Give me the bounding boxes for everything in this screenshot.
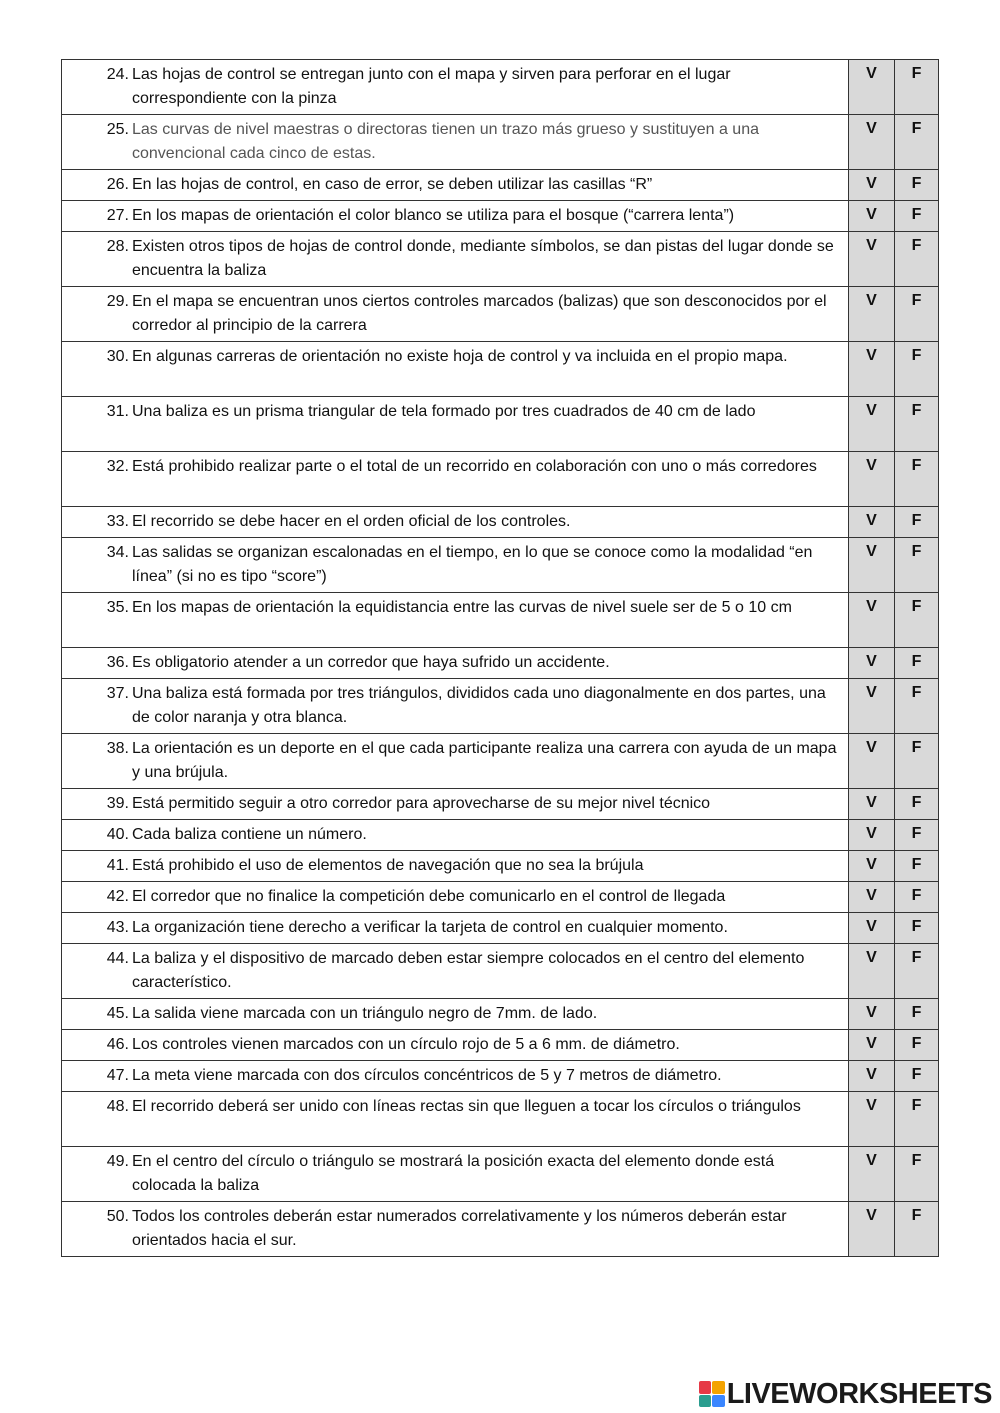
question-text: Todos los controles deberán estar numerados correlativamente y los números deberán estar orientados hacia el sur. [132, 1208, 787, 1249]
question-cell [62, 882, 849, 913]
question-cell [62, 820, 849, 851]
false-option[interactable]: F [895, 679, 939, 734]
question-row [62, 820, 939, 851]
question-cell [62, 734, 849, 789]
question-cell [62, 507, 849, 538]
liveworksheets-brand [699, 1378, 992, 1410]
question-number: 45. [106, 1005, 129, 1022]
question-cell [62, 452, 849, 507]
question-row [62, 648, 939, 679]
question-text: Las hojas de control se entregan junto con el mapa y sirven para perforar en el lugar correspondiente con la pinza [132, 66, 731, 107]
question-text: La salida viene marcada con un triángulo negro de 7mm. de lado. [132, 1005, 598, 1022]
true-option[interactable]: V [849, 170, 895, 201]
liveworksheets-logo-icon [699, 1381, 725, 1407]
true-option[interactable]: V [849, 851, 895, 882]
question-cell [62, 232, 849, 287]
question-text: Las salidas se organizan escalonadas en el tiempo, en lo que se conoce como la modalidad “en línea” (si no es tipo “score”) [132, 544, 813, 585]
brand-wordmark: LIVEWORKSHEETS [726, 1377, 992, 1410]
false-option[interactable]: F [895, 851, 939, 882]
true-option[interactable]: V [849, 507, 895, 538]
question-number: 49. [106, 1153, 129, 1170]
question-row [62, 1030, 939, 1061]
question-number: 48. [106, 1098, 129, 1115]
false-option[interactable]: F [895, 115, 939, 170]
question-text: Una baliza es un prisma triangular de tela formado por tres cuadrados de 40 cm de lado [132, 403, 756, 420]
question-cell [62, 1061, 849, 1092]
question-number: 28. [106, 238, 129, 255]
question-number: 37. [106, 685, 129, 702]
true-option[interactable]: V [849, 679, 895, 734]
question-number: 41. [106, 857, 129, 874]
true-option[interactable]: V [849, 820, 895, 851]
question-number: 38. [106, 740, 129, 757]
question-row [62, 60, 939, 115]
true-option[interactable]: V [849, 1092, 895, 1147]
true-option[interactable]: V [849, 452, 895, 507]
question-row [62, 287, 939, 342]
question-number: 39. [106, 795, 129, 812]
true-option[interactable]: V [849, 944, 895, 999]
question-number: 30. [106, 348, 129, 365]
question-row [62, 232, 939, 287]
true-option[interactable]: V [849, 397, 895, 452]
false-option[interactable]: F [895, 789, 939, 820]
question-row [62, 538, 939, 593]
question-number: 32. [106, 458, 129, 475]
true-option[interactable]: V [849, 648, 895, 679]
true-option[interactable]: V [849, 734, 895, 789]
question-text: Cada baliza contiene un número. [132, 826, 367, 843]
true-option[interactable]: V [849, 115, 895, 170]
true-option[interactable]: V [849, 882, 895, 913]
question-row [62, 1061, 939, 1092]
false-option[interactable]: F [895, 1147, 939, 1202]
question-cell [62, 944, 849, 999]
question-text: Las curvas de nivel maestras o directoras tienen un trazo más grueso y sustituyen a una convencional cada cinco de estas. [132, 121, 759, 162]
question-cell [62, 648, 849, 679]
true-option[interactable]: V [849, 1061, 895, 1092]
question-row [62, 452, 939, 507]
question-number: 40. [106, 826, 129, 843]
question-number: 27. [106, 207, 129, 224]
question-text: Existen otros tipos de hojas de control donde, mediante símbolos, se dan pistas del lugar donde se encuentra la baliza [132, 238, 834, 279]
question-text: La organización tiene derecho a verificar la tarjeta de control en cualquier momento. [132, 919, 728, 936]
question-text: Está prohibido realizar parte o el total de un recorrido en colaboración con uno o más corredores [132, 458, 817, 475]
question-cell [62, 201, 849, 232]
question-row [62, 913, 939, 944]
question-row [62, 1202, 939, 1257]
question-cell [62, 851, 849, 882]
question-row [62, 507, 939, 538]
question-text: La meta viene marcada con dos círculos concéntricos de 5 y 7 metros de diámetro. [132, 1067, 722, 1084]
false-option[interactable]: F [895, 1092, 939, 1147]
false-option[interactable]: F [895, 913, 939, 944]
question-number: 46. [106, 1036, 129, 1053]
false-option[interactable]: F [895, 944, 939, 999]
true-option[interactable]: V [849, 593, 895, 648]
false-option[interactable]: F [895, 593, 939, 648]
question-number: 25. [106, 121, 129, 138]
question-cell [62, 1202, 849, 1257]
false-option[interactable]: F [895, 201, 939, 232]
question-text: En el centro del círculo o triángulo se mostrará la posición exacta del elemento donde está colocada la baliza [132, 1153, 775, 1194]
false-option[interactable]: F [895, 452, 939, 507]
question-cell [62, 287, 849, 342]
question-row [62, 999, 939, 1030]
question-cell [62, 593, 849, 648]
true-option[interactable]: V [849, 913, 895, 944]
question-row [62, 734, 939, 789]
true-option[interactable]: V [849, 538, 895, 593]
question-number: 43. [106, 919, 129, 936]
question-cell [62, 397, 849, 452]
false-option[interactable]: F [895, 648, 939, 679]
question-number: 24. [106, 66, 129, 83]
question-number: 47. [106, 1067, 129, 1084]
true-option[interactable]: V [849, 232, 895, 287]
question-number: 35. [106, 599, 129, 616]
false-option[interactable]: F [895, 882, 939, 913]
question-number: 34. [106, 544, 129, 561]
question-row [62, 882, 939, 913]
question-text: En algunas carreras de orientación no existe hoja de control y va incluida en el propio mapa. [132, 348, 788, 365]
question-row [62, 593, 939, 648]
true-option[interactable]: V [849, 789, 895, 820]
question-row [62, 851, 939, 882]
true-false-table [61, 59, 939, 1257]
question-text: Una baliza está formada por tres triángulos, divididos cada uno diagonalmente en dos partes, una de color naranja y otra blanca. [132, 685, 826, 726]
false-option[interactable]: F [895, 1061, 939, 1092]
true-option[interactable]: V [849, 999, 895, 1030]
question-cell [62, 1147, 849, 1202]
question-text: En los mapas de orientación el color blanco se utiliza para el bosque (“carrera lenta”) [132, 207, 735, 224]
false-option[interactable]: F [895, 734, 939, 789]
true-option[interactable]: V [849, 60, 895, 115]
question-text: El recorrido deberá ser unido con líneas rectas sin que lleguen a tocar los círculos o triángulos [132, 1098, 801, 1115]
false-option[interactable]: F [895, 820, 939, 851]
false-option[interactable]: F [895, 342, 939, 397]
question-cell [62, 789, 849, 820]
false-option[interactable]: F [895, 287, 939, 342]
false-option[interactable]: F [895, 1030, 939, 1061]
question-cell [62, 60, 849, 115]
question-cell [62, 999, 849, 1030]
question-row [62, 397, 939, 452]
question-cell [62, 913, 849, 944]
question-text: En los mapas de orientación la equidistancia entre las curvas de nivel suele ser de 5 o 10 cm [132, 599, 792, 616]
false-option[interactable]: F [895, 538, 939, 593]
false-option[interactable]: F [895, 999, 939, 1030]
question-row [62, 115, 939, 170]
false-option[interactable]: F [895, 232, 939, 287]
question-text: El recorrido se debe hacer en el orden oficial de los controles. [132, 513, 571, 530]
true-option[interactable]: V [849, 201, 895, 232]
question-cell [62, 342, 849, 397]
question-cell [62, 679, 849, 734]
question-text: El corredor que no finalice la competición debe comunicarlo en el control de llegada [132, 888, 726, 905]
question-text: En el mapa se encuentran unos ciertos controles marcados (balizas) que son desconocidos por el corredor al principio de la carrera [132, 293, 827, 334]
question-number: 29. [106, 293, 129, 310]
true-option[interactable]: V [849, 1030, 895, 1061]
question-cell [62, 115, 849, 170]
question-number: 44. [106, 950, 129, 967]
question-row [62, 789, 939, 820]
question-row [62, 944, 939, 999]
true-option[interactable]: V [849, 342, 895, 397]
question-text: En las hojas de control, en caso de error, se deben utilizar las casillas “R” [132, 176, 653, 193]
question-text: Está prohibido el uso de elementos de navegación que no sea la brújula [132, 857, 644, 874]
question-cell [62, 1030, 849, 1061]
question-text: Es obligatorio atender a un corredor que haya sufrido un accidente. [132, 654, 610, 671]
question-number: 31. [106, 403, 129, 420]
false-option[interactable]: F [895, 60, 939, 115]
question-row [62, 679, 939, 734]
question-number: 33. [106, 513, 129, 530]
question-text: La baliza y el dispositivo de marcado deben estar siempre colocados en el centro del elemento característico. [132, 950, 805, 991]
false-option[interactable]: F [895, 397, 939, 452]
true-option[interactable]: V [849, 287, 895, 342]
true-option[interactable]: V [849, 1147, 895, 1202]
question-row [62, 342, 939, 397]
question-row [62, 1147, 939, 1202]
false-option[interactable]: F [895, 1202, 939, 1257]
question-row [62, 201, 939, 232]
true-option[interactable]: V [849, 1202, 895, 1257]
question-number: 36. [106, 654, 129, 671]
question-row [62, 170, 939, 201]
question-cell [62, 1092, 849, 1147]
question-number: 26. [106, 176, 129, 193]
false-option[interactable]: F [895, 170, 939, 201]
false-option[interactable]: F [895, 507, 939, 538]
question-text: Está permitido seguir a otro corredor para aprovecharse de su mejor nivel técnico [132, 795, 711, 812]
question-number: 42. [106, 888, 129, 905]
question-cell [62, 538, 849, 593]
question-text: Los controles vienen marcados con un círculo rojo de 5 a 6 mm. de diámetro. [132, 1036, 680, 1053]
question-cell [62, 170, 849, 201]
question-text: La orientación es un deporte en el que cada participante realiza una carrera con ayuda de un mapa y una brújula. [132, 740, 837, 781]
question-row [62, 1092, 939, 1147]
question-number: 50. [106, 1208, 129, 1225]
